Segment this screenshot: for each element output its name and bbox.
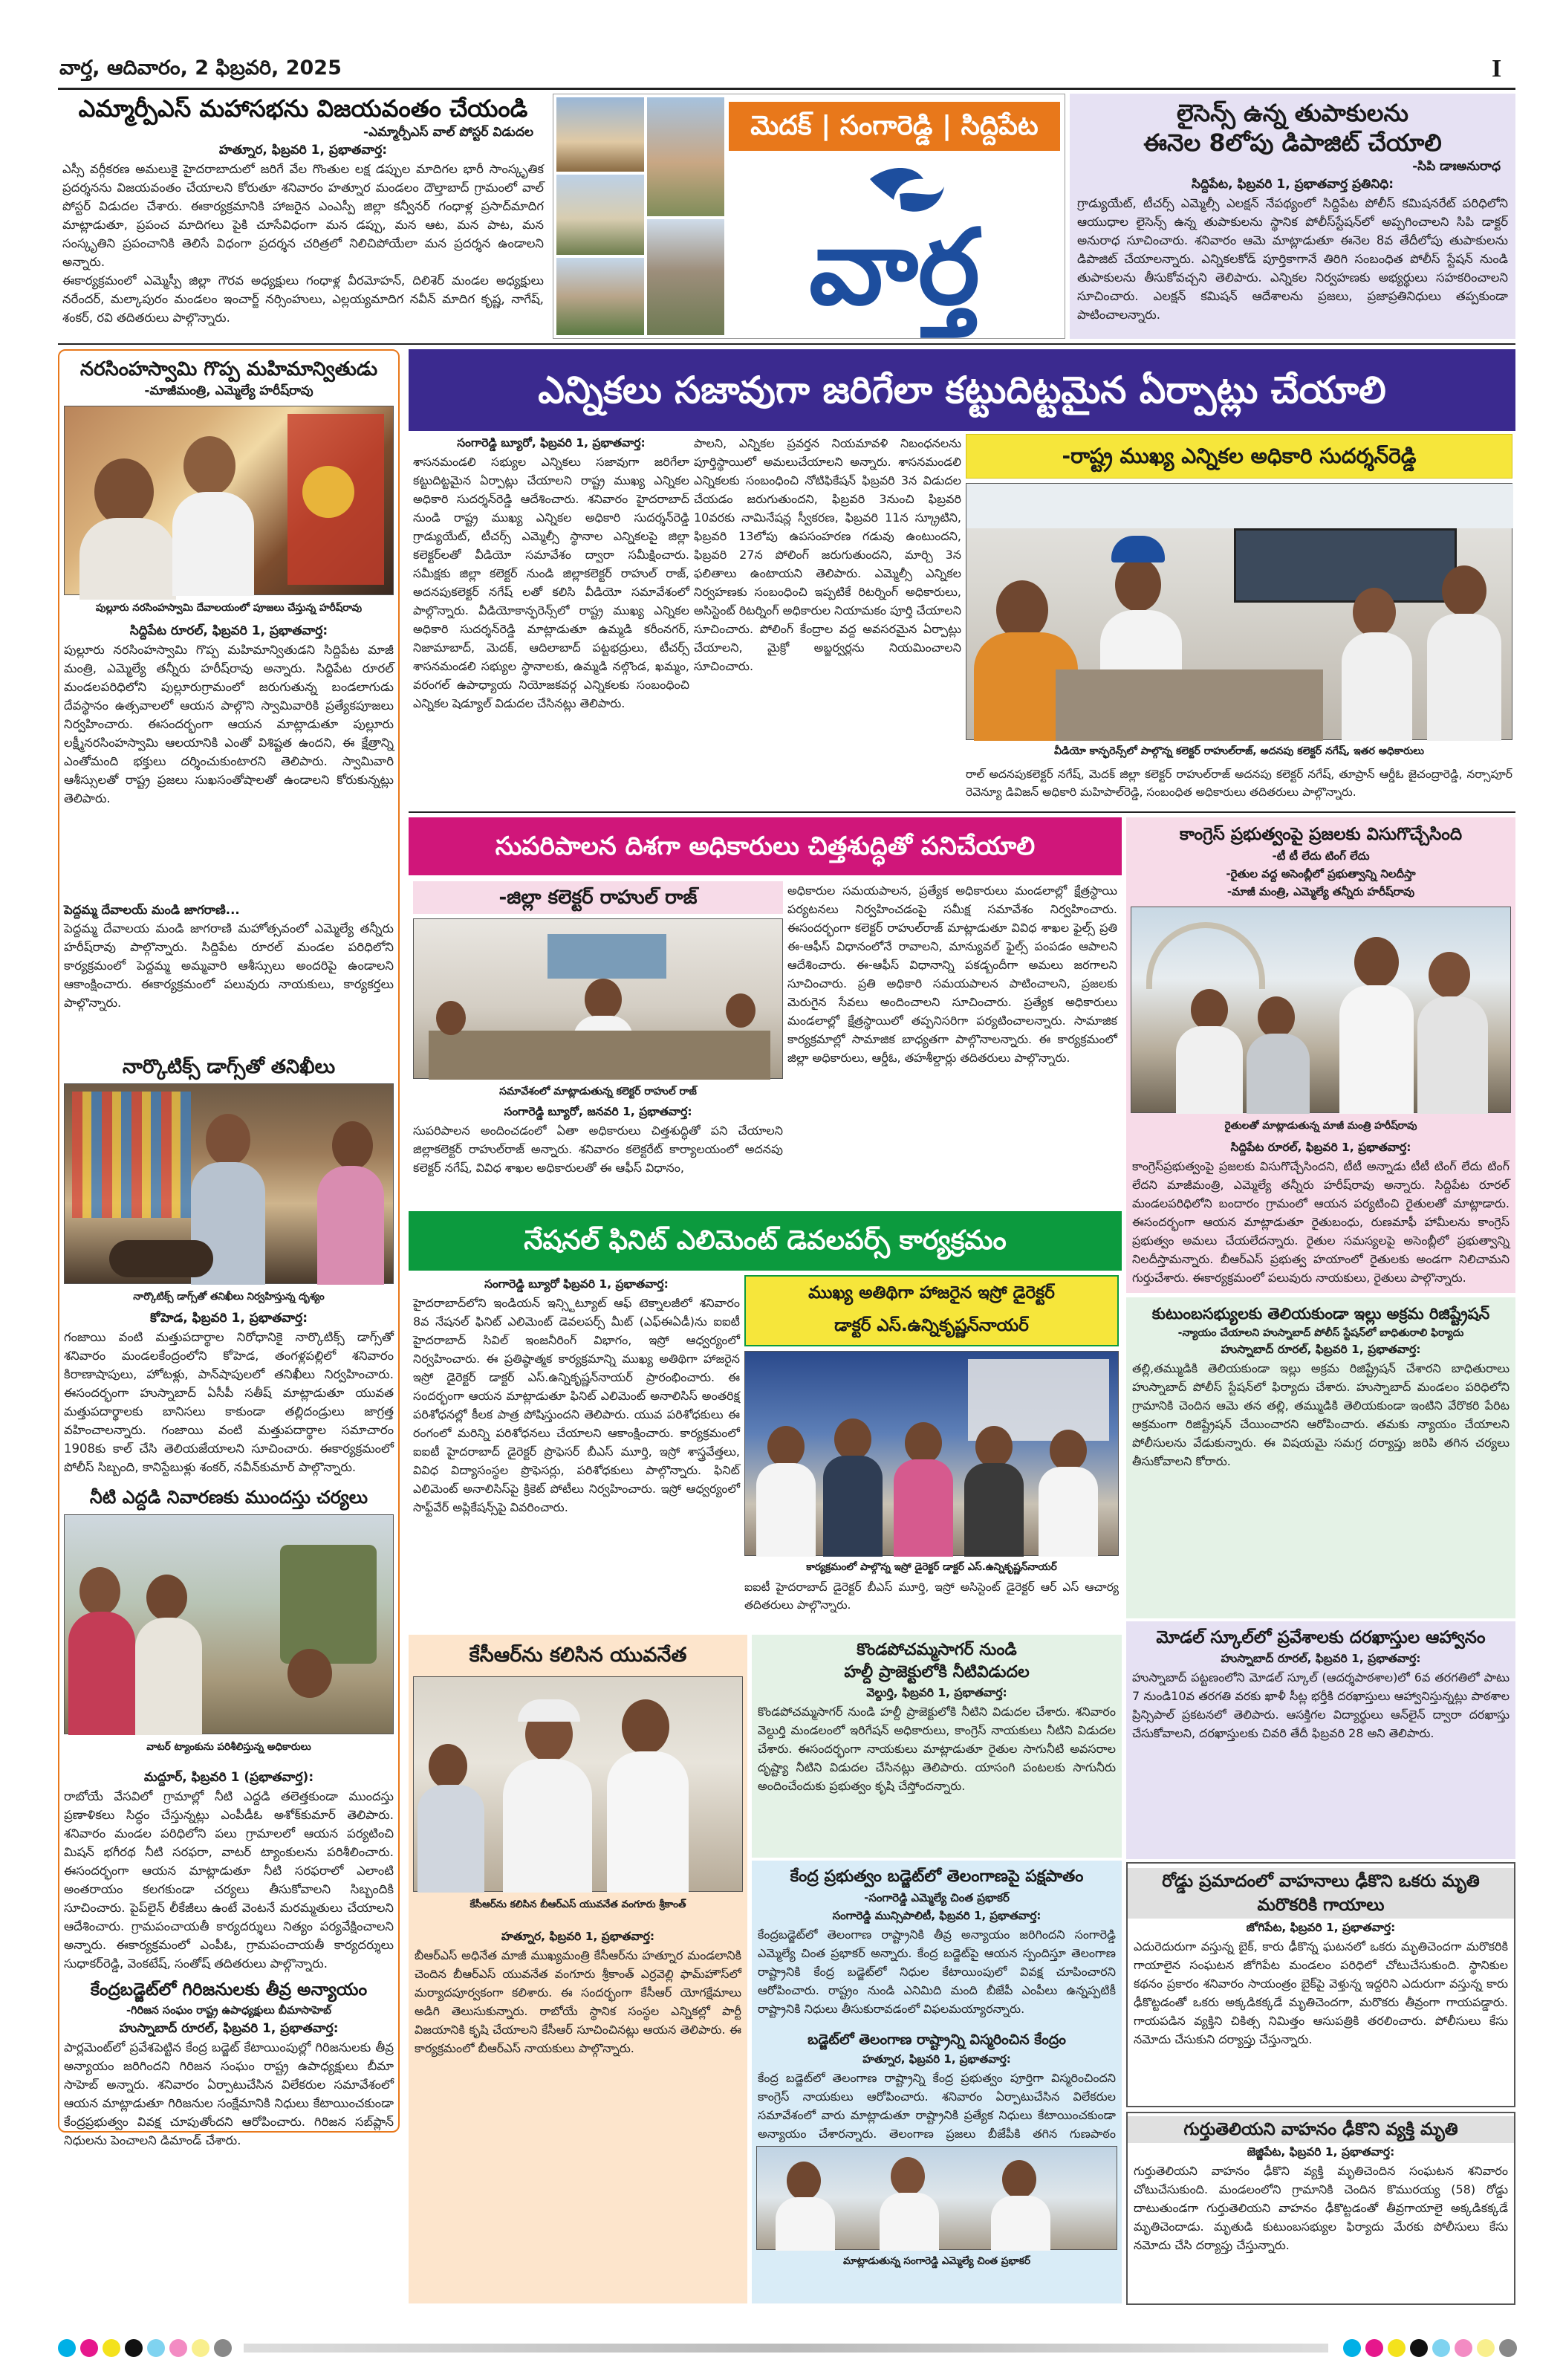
headline: గుర్తుతెలియని వాహనం ఢీకొని వ్యక్తి మృతి <box>1128 2116 1514 2143</box>
color-mark-black <box>125 2339 143 2357</box>
body: హుస్నాబాద్ పట్టణంలోని మోడల్ స్కూల్ (ఆదర్శపాఠశాల)లో 6వ తరగతిలో పాటు 7 నుండి10వ తరగతి వరకు ఖాళీ సీట్ల భర్తీకి దరఖాస్తులు ఆహ్వానిస్తున్నట్లు పాఠశాల ప్రిన్సిపాల్ ప్రకటనలో తెలిపారు. ఆసక్తిగల విద్యార్థులు ఆన్‌లైన్ ద్వారా దరఖాస్తు చేసుకోవాలని, దరఖాస్తులకు చివరి తేదీ ఫిబ్రవరి 28 అని తెలిపారు. <box>1132 1670 1510 1740</box>
budget2-dateline: హత్నూర, ఫిబ్రవరి 1, ప్రభాతవార్త: <box>862 2052 1011 2066</box>
masthead-rule <box>58 88 1515 90</box>
color-mark-yellow-2 <box>192 2339 209 2357</box>
body: పుల్లూరు నరసింహస్వామి గొప్ప మహిమాన్వితుడని సిద్దిపేట మాజీ మంత్రి, ఎమ్మెల్యే తన్నీరు హరీష్‌రావు అన్నారు. సిద్దిపేట రూరల్ మండలపరిధిలోని పుల్లూరుగ్రామంలో జరుగుతున్న బండలాగుడు దేవస్థానం ఉత్సవాలలో ఆయన పాల్గొని స్వామివారికి ప్రత్యేకపూజలు నిర్వహించారు. ఈసందర్భంగా ఆయన మాట్లాడుతూ పుల్లూరు లక్ష్మీనరసింహస్వామి ఆలయానికి ఎంతో విశిష్టత ఉందని, ఈ క్షేత్రాన్ని ఎంతోమంది భక్తులు దర్శించుకుంటారని తెలిపారు. స్వామివారి ఆశీస్సులతో రాష్ట్ర ప్రజలు సుఖసంతోషాలతో ఉండాలని కోరుకున్నట్లు తెలిపారు. <box>64 643 394 805</box>
dateline: సంగారెడ్డి మున్సిపాలిటీ, ఫిబ్రవరి 1, ప్రభాతవార్త: <box>832 1909 1042 1922</box>
temple-photo <box>64 406 394 595</box>
subhead-2: -రైతుల వద్ద అసెంబ్లీలో ప్రభుత్వాన్ని నిలదీస్తా <box>1226 867 1416 881</box>
subhead: -మాజీమంత్రి, ఎమ్మెల్యే హరీష్‌రావు <box>144 383 313 398</box>
caption: వాటర్ ట్యాంకును పరిశీలిస్తున్న అధికారులు <box>146 1741 311 1753</box>
lead-headline: ఎన్నికలు సజావుగా జరిగేలా కట్టుదిట్టమైన ఏర్పాట్లు చేయాలి <box>538 369 1386 412</box>
masthead-bottom-rule <box>58 343 1515 345</box>
caption: నార్కొటిక్స్ డాగ్స్‌తో తనిఖీలు నిర్వహిస్తున్న దృశ్యం <box>133 1291 325 1303</box>
color-mark-cyan-2 <box>147 2339 165 2357</box>
color-mark-magenta-4 <box>1455 2339 1472 2357</box>
subhead-2: పెద్దమ్మ దేవాలయ్ మండి జాగరాణి... <box>64 903 240 917</box>
sidebar-temple <box>64 354 394 1126</box>
caption: రైతులతో మాట్లాడుతున్న మాజీ మంత్రి హరీష్‌రావు <box>1224 1120 1417 1132</box>
brand-logo <box>729 157 1060 335</box>
body: రాబోయే వేసవిలో గ్రామాల్లో నీటి ఎద్దడి తలెత్తకుండా ముందస్తు ప్రణాళికలు సిద్ధం చేస్తున్నట్లు ఎంపీడీఓ అశోక్‌కుమార్ తెలిపారు. శనివారం మండల పరిధిలోని పలు గ్రామాలలో ఆయన పర్యటించి మిషన్ భగీరథ నీటి సరఫరా, వాటర్ ట్యాంకులను పరిశీలించారు. ఈసందర్భంగా ఆయన మాట్లాడుతూ నీటి సరఫరాలో ఎలాంటి అంతరాయం కలగకుండా చర్యలు తీసుకోవాలని సిబ్బందికి సూచించారు. పైప్‌లైన్ లీకేజీలు ఉంటే వెంటనే మరమ్మతులు చేయాలని ఆదేశించారు. గ్రామపంచాయతీ కార్యదర్శులు నిత్యం పర్యవేక్షించాలని అన్నారు. ఈకార్యక్రమంలో ఎంపీఓ, గ్రామపంచాయతీ కార్యదర్శులు సుధాకర్‌రెడ్డి, వెంకటేష్, సంతోష్ తదితరులు పాల్గొన్నారు. <box>64 1789 394 1971</box>
body: కొండపోచమ్మసాగర్ నుండి హల్దీ ప్రాజెక్టులోకి నీటిని విడుదల చేశారు. శనివారం వెల్దుర్తి మండలంలో ఇరిగేషన్ అధికారులు, కాంగ్రెస్ నాయకులు నీటిని విడుదల చేశారు. ఈసందర్భంగా నాయకులు మాట్లాడుతూ రైతుల సాగునీటి అవసరాల దృష్ట్యా నీటిని విడుదల చేసినట్లు తెలిపారు. యాసంగి పంటలకు సాగునీరు అందించేందుకు ప్రభుత్వం కృషి చేస్తోందన్నారు. <box>758 1705 1116 1793</box>
story-hit <box>1126 2112 1515 2305</box>
dateline: సిద్దిపేట, ఫిబ్రవరి 1, ప్రభాతవార్త ప్రతినిధి: <box>1191 177 1394 192</box>
color-mark-cyan-4 <box>1432 2339 1450 2357</box>
district-banner: మెదక్ | సంగారెడ్డి | సిద్దిపేట <box>729 102 1060 151</box>
body: కేంద్రబడ్జెట్‌లో తెలంగాణ రాష్ట్రానికి తీవ్ర అన్యాయం జరిగిందని సంగారెడ్డి ఎమ్మెల్యే చింత ప్రభాకర్ అన్నారు. కేంద్ర బడ్జెట్‌పై ఆయన స్పందిస్తూ తెలంగాణ రాష్ట్రానికి కేంద్ర బడ్జెట్‌లో నిధుల కేటాయింపులో వివక్ష చూపించారని ఆరోపించారు. రాష్ట్రం నుండి ఎనిమిది మంది బీజేపీ ఎంపీలు ఉన్నప్పటికీ రాష్ట్రానికి నిధులు తీసుకురావడంలో విఫలమయ్యారన్నారు. <box>758 1927 1116 2016</box>
collector-col-1 <box>413 1103 783 1207</box>
color-mark-yellow-4 <box>1477 2339 1495 2357</box>
sidebar-water <box>64 1485 394 1975</box>
footer-gray-bar <box>244 2344 1328 2353</box>
lead-subhead: -రాష్ట్ర ముఖ్య ఎన్నికల అధికారి సుదర్శన్‌రెడ్డి <box>1062 444 1417 468</box>
headline: కేసీఆర్‌ను కలిసిన యువనేత <box>469 1644 687 1667</box>
headline-2: ఈనెల 8లోపు డిపాజిట్ చేయాలి <box>1143 129 1442 157</box>
headline: కుటుంబసభ్యులకు తెలియకుండా ఇల్లు అక్రమ రిజిష్ట్రేషన్ <box>1151 1305 1490 1323</box>
color-mark-black-3 <box>1410 2339 1428 2357</box>
lead-bottom-rule <box>409 811 1515 813</box>
fem-headline: నేషనల్ ఫినిట్ ఎలిమెంట్ డెవలపర్స్ కార్యక్రమం <box>524 1225 1007 1256</box>
story-model <box>1126 1621 1515 1859</box>
story-kcr <box>409 1635 747 2303</box>
lead-col-1 <box>413 434 689 805</box>
budget2-body: కేంద్ర బడ్జెట్‌లో తెలంగాణ రాష్ట్రాన్ని కేంద్ర ప్రభుత్వం పూర్తిగా విస్మరించిందని కాంగ్రెస్ నాయకులు ఆరోపించారు. శనివారం ఏర్పాటుచేసిన విలేకరుల సమావేశంలో వారు మాట్లాడుతూ రాష్ట్రానికి ప్రత్యేక నిధులు కేటాయించకుండా అన్యాయం చేశారన్నారు. తెలంగాణ ప్రజలు బీజేపీకి తగిన గుణపాఠం <box>758 2071 1116 2141</box>
headline-1: లైసెన్స్ ఉన్న తుపాకులను <box>1176 99 1408 127</box>
story-budget <box>752 1861 1122 2303</box>
water-photo <box>64 1514 394 1734</box>
headline: కేంద్ర ప్రభుత్వం బడ్జెట్‌లో తెలంగాణపై పక్షపాతం <box>790 1867 1084 1886</box>
body: పార్లమెంట్‌లో ప్రవేశపెట్టిన కేంద్ర బడ్జెట్ కేటాయింపుల్లో గిరిజనులకు తీవ్ర అన్యాయం జరిగిందని గిరిజన సంఘం రాష్ట్ర ఉపాధ్యక్షులు బీమా సాహెబ్ అన్నారు. శనివారం ఏర్పాటుచేసిన విలేకరుల సమావేశంలో ఆయన మాట్లాడుతూ గిరిజనుల సంక్షేమానికి నిధులు కేటాయించకుండా కేంద్రప్రభుత్వం వివక్ష చూపుతోందని ఆరోపించారు. గిరిజన సబ్‌ప్లాన్ నిధులను పెంచాలని డిమాండ్ చేశారు. <box>64 2040 394 2147</box>
color-mark-magenta-2 <box>169 2339 187 2357</box>
kcr-photo <box>413 1676 743 1892</box>
color-mark-cyan <box>58 2339 76 2357</box>
body-2: పెద్దమ్మ దేవాలయ మండి జాగరాణి మహోత్సవంలో ఎమ్మెల్యే తన్నీరు హరీష్‌రావు పాల్గొన్నారు. సిద్దిపేట రూరల్ మండల పరిధిలోని కార్యక్రమంలో పెద్దమ్మ అమ్మవారి ఆశీస్సులు అందరిపై ఉండాలని ఆకాంక్షించారు. ఈకార్యక్రమంలో పలువురు నాయకులు, కార్యకర్తలు పాల్గొన్నారు. <box>64 921 394 1010</box>
color-mark-magenta <box>80 2339 98 2357</box>
lead-col-2 <box>694 434 961 805</box>
story-mrps <box>58 94 548 339</box>
story-licence <box>1070 94 1515 339</box>
date-line: వార్త, ఆదివారం, 2 ఫిబ్రవరి, 2025 <box>59 56 342 80</box>
dateline: వెల్దుర్తి, ఫిబ్రవరి 1, ప్రభాతవార్త: <box>866 1686 1007 1699</box>
headline: నార్కొటిక్స్ డాగ్స్‌తో తనిఖీలు <box>122 1056 336 1078</box>
color-mark-gray-4 <box>1499 2339 1517 2357</box>
collector-headline: సుపరిపాలన దిశగా అధికారులు చిత్తశుద్ధితో పనిచేయాలి <box>495 831 1036 861</box>
subhead: -ఎమ్మార్పీఎస్ వాల్ పోస్టర్ విడుదల <box>363 125 533 140</box>
story-accident <box>1126 1862 1515 2107</box>
subhead: -సిపి డాఃఅనురాధ <box>1412 159 1501 174</box>
sidebar-dogs <box>64 1054 394 1480</box>
body: గ్రాడ్యుయేట్, టీచర్స్ ఎమ్మెల్సీ ఎలక్షన్ నేపథ్యంలో సిద్దిపేట పోలీస్ కమిషనరేట్ పరిధిలోని ఆయుధాల లైసెన్స్ ఉన్న తుపాకులను స్థానిక పోలీస్‌స్టేషన్‌లో అప్పగించాలని సిపి డాక్టర్ అనురాధ సూచించారు. శనివారం ఆమె మాట్లాడుతూ ఈనెల 8వ తేదీలోపు తుపాకులను డిపాజిట్ చేయాలన్నారు. ఎన్నికలకోడ్ పూర్తికాగానే తిరిగి సంబంధిత పోలీస్ స్టేషన్ నుండి తుపాకులను తీసుకోవచ్చని తెలిపారు. ఎన్నికల నిర్వహణకు అభ్యర్థులు సహకరించాలని సూచించారు. ఎలక్షన్ కమిషన్ ఆదేశాలను ప్రజలు, ప్రజాప్రతినిధులు తప్పకుండా పాటించాలన్నారు. <box>1077 196 1508 322</box>
story-register <box>1126 1297 1515 1618</box>
caption: మాట్లాడుతున్న సంగారెడ్డి ఎమ్మెల్యే చింత ప్రభాకర్ <box>843 2255 1030 2267</box>
dateline: సంగారెడ్డి బ్యూరో, జనవరి 1, ప్రభాతవార్త: <box>504 1105 692 1118</box>
dateline: హుస్నాబాద్ రూరల్, ఫిబ్రవరి 1, ప్రభాతవార్త: <box>1221 1343 1421 1356</box>
dateline: మద్దూర్, ఫిబ్రవరి 1 (ప్రభాతవార్త): <box>143 1770 314 1785</box>
color-mark-yellow <box>103 2339 120 2357</box>
district-photo-monument <box>556 258 644 335</box>
fem-after: ఐఐటీ హైదరాబాద్ డైరెక్టర్ బీఎస్ మూర్తి, ఇస్రో అసిస్టెంట్ డైరెక్టర్ ఆర్ ఎస్ ఆచార్య తదితరులు పాల్గొన్నారు. <box>744 1580 1119 1612</box>
page-number: I <box>1492 55 1502 82</box>
brand-wordmark: వార్త <box>809 207 980 328</box>
body: ఎదురెదురుగా వస్తున్న బైక్, కారు ఢీకొన్న ఘటనలో ఒకరు మృతిచెందగా మరొకరికి గాయాలైన సంఘటన జోగిపేట మండలం పరిధిలో చోటుచేసుకుంది. స్థానికుల కథనం ప్రకారం శనివారం సాయంత్రం బైక్‌పై వెళ్తున్న ఇద్దరిని ఎదురుగా వస్తున్న కారు ఢీకొట్టడంతో ఒకరు అక్కడికక్కడే మృతిచెందగా, మరొకరు తీవ్రంగా గాయపడ్డారు. గాయపడిన వ్యక్తిని చికిత్స నిమిత్తం ఆసుపత్రికి తరలించారు. పోలీసులు కేసు నమోదు చేసుకుని దర్యాప్తు చేస్తున్నారు. <box>1134 1939 1508 2046</box>
subhead: -న్యాయం చేయాలని హుస్నాబాద్ పోలీస్ స్టేషన్‌లో బాధితురాలి ఫిర్యాదు <box>1177 1327 1464 1339</box>
body: గుర్తుతెలియని వాహనం ఢీకొని వ్యక్తి మృతిచెందిన సంఘటన శనివారం చోటుచేసుకుంది. మండలంలోని గ్రామానికి చెందిన కొమురయ్య (58) రోడ్డు దాటుతుండగా గుర్తుతెలియని వాహనం ఢీకొట్టడంతో తీవ్రగాయాలై అక్కడికక్కడే మృతిచెందాడు. మృతుడి కుటుంబసభ్యుల ఫిర్యాదు మేరకు పోలీసులు కేసు నమోదు చేసి దర్యాప్తు చేస్తున్నారు. <box>1134 2164 1508 2252</box>
district-photo-temple <box>556 97 644 172</box>
lead-caption: వీడియో కాన్ఫరెన్స్‌లో పాల్గొన్న కలెక్టర్ రాహుల్‌రాజ్, అదనపు కలెక్టర్ నగేష్, ఇతర అధికారులు <box>1054 745 1424 757</box>
body: గంజాయి వంటి మత్తుపదార్థాల నిరోధానికై నార్కొటిక్స్ డాగ్స్‌తో శనివారం మండలకేంద్రంలోని కోహెడ, తంగళ్లపల్లిలో శనివారం కిరాణాషాపులు, హోటళ్లు, పాన్‌షాపులలో తనిఖీలు నిర్వహించారు. ఈసందర్భంగా హుస్నాబాద్ ఏసీపీ సతీష్ మాట్లాడుతూ యువత మత్తుపదార్థాలకు బానిసలు కాకుండా తల్లిదండ్రులు జాగ్రత్త వహించాలన్నారు. గంజాయి వంటి మత్తుపదార్థాల సమాచారం 1908కు కాల్ చేసి తెలియజేయాలని సూచించారు. ఈకార్యక్రమంలో పోలీస్ సిబ్బంది, కానిస్టేబుళ్లు శంకర్, నవీన్‌కుమార్ పాల్గొన్నారు. <box>64 1330 394 1474</box>
collector-col-2: అధికారుల సమయపాలన, ప్రత్యేక అధికారులు మండలాల్లో క్షేత్రస్థాయి పర్యటనలు నిర్వహించడంపై సమీక్ష సమావేశం నిర్వహించారు. ఈసందర్భంగా కలెక్టర్ రాహుల్‌రాజ్ మాట్లాడుతూ వివిధ శాఖల ఫైల్స్ ప్రతి ఈ-ఆఫీస్ విధానంలోనే రావాలని, మాన్యువల్ ఫైల్స్ పంపడం ఆపాలని ఆదేశించారు. ఈ-ఆఫీస్ విధానాన్ని పకడ్బందీగా అమలు జరగాలని సూచించారు. ప్రతి అధికారి సమయపాలన పాటించాలని, ప్రజలకు మెరుగైన సేవలు అందించాలని సూచించారు. ప్రత్యేక అధికారులు మండలాల్లో క్షేత్రస్థాయిలో తప్పనిసరిగా పర్యటించాలన్నారు. సామాజిక కార్యక్రమాల్లో సామాజిక బాధ్యతగా పాల్గొనాలన్నారు. ఈ కార్యక్రమంలో జిల్లా అధికారులు, ఆర్డీఓ, తహశీల్దార్లు తదితరులు పాల్గొన్నారు. <box>787 883 1117 1065</box>
footer-strip <box>58 2333 1515 2363</box>
subhead: -గిరిజన సంఘం రాష్ట్ర ఉపాధ్యక్షులు బీమాసాహెబ్ <box>126 2005 331 2017</box>
subhead: -సంగారెడ్డి ఎమ్మెల్యే చింత ప్రభాకర్ <box>864 1891 1010 1904</box>
body: సుపరిపాలన అందించడంలో ఏతా అధికారులు చిత్తశుద్ధితో పని చేయాలని జిల్లాకలెక్టర్ రాహుల్‌రాజ్ అన్నారు. శనివారం కలెక్టరేట్ కార్యాలయంలో అదనపు కలెక్టర్ నగేష్, వివిధ శాఖల అధికారులతో ఈ ఆఫీస్ విధానం, <box>413 1123 783 1175</box>
lead-below-photo: రాల్ అదనపుకలెక్టర్ నగేష్, మెదక్ జిల్లా కలెక్టర్ రాహుల్‌రాజ్ అదనపు కలెక్టర్ నగేష్, తూప్రాన్ ఆర్డీఓ జైచంద్రారెడ్డి, నర్సాపూర్ రెవెన్యూ డివిజన్ అధికారి మహిపాల్‌రెడ్డి, సంబంధిత అధికారులు తదితరులు పాల్గొన్నారు. <box>966 768 1512 799</box>
dateline: జెజ్జిపేట, ఫిబ్రవరి 1, ప్రభాతవార్త: <box>1247 2145 1395 2159</box>
caption: కేసీఆర్‌ను కలిసిన బీఆర్ఎస్ యువనేత వంగూరు శ్రీకాంత్ <box>469 1899 686 1910</box>
dateline: సిద్దిపేట రూరల్, ఫిబ్రవరి 1, ప్రభాతవార్త: <box>1230 1141 1411 1154</box>
district-photo-clock <box>647 219 724 335</box>
fem-col-1 <box>413 1275 740 1624</box>
lead-headline-band <box>409 349 1515 431</box>
fem-photo <box>744 1351 1119 1556</box>
story-haldi <box>752 1635 1122 1858</box>
headline-1: కొండపోచమ్మసాగర్ నుండి <box>857 1641 1017 1659</box>
body: తల్లి,తమ్ముడికి తెలియకుండా ఇల్లు అక్రమ రిజిష్ట్రేషన్ చేశారని బాధితురాలు హుస్నాబాద్ పోలీస్ స్టేషన్‌లో ఫిర్యాదు చేశారు. హుస్నాబాద్ మండలం పరిధిలోని గ్రామానికి చెందిన ఆమె తన తల్లి, తమ్ముడికి తెలియకుండా ఇంటిని వేరొకరి పేరిట అక్రమంగా రిజిష్ట్రేషన్ చేయించారని ఆరోపించారు. తమకు న్యాయం చేయాలని పోలీసులను వేడుకున్నారు. ఈ విషయమై సమగ్ర దర్యాప్తు జరిపి తగిన చర్యలు తీసుకోవాలని కోరారు. <box>1132 1361 1510 1468</box>
district-photo-tower <box>556 175 644 255</box>
fem-caption: కార్యక్రమంలో పాల్గొన్న ఇస్రో డైరెక్టర్ డాక్టర్ ఎస్.ఉన్నికృష్ణన్‌నాయర్ <box>806 1561 1057 1573</box>
budget2-headline: బడ్జెట్‌లో తెలంగాణ రాష్ట్రాన్ని విస్మరించిన కేంద్రం <box>808 2032 1066 2048</box>
headline: మోడల్ స్కూల్‌లో ప్రవేశాలకు దరఖాస్తుల ఆహ్వానం <box>1156 1628 1486 1647</box>
body: కాంగ్రెస్‌ప్రభుత్వంపై ప్రజలకు విసుగొచ్చేసిందని, టీటీ అన్నాడు టీటీ టింగ్ లేదు టింగ్ లేదని మాజీమంత్రి, ఎమ్మెల్యే తన్నీరు హరీష్‌రావు అన్నారు. సిద్దిపేట రూరల్ మండలపరిధిలోని బందారం గ్రామంలో ఆయన పర్యటించి రైతులతో మాట్లాడారు. ఈసందర్భంగా ఆయన మాట్లాడుతూ రైతుబంధు, రుణమాఫీ హామీలను కాంగ్రెస్ ప్రభుత్వం అమలు చేయలేదన్నారు. రైతుల సమస్యలపై అసెంబ్లీలో ప్రభుత్వాన్ని నిలదీస్తామన్నారు. బీఆర్ఎస్ ప్రభుత్వ హయాంలో రైతులకు అండగా నిలిచామని గుర్తుచేశారు. ఈకార్యక్రమంలో పలువురు నాయకులు, రైతులు పాల్గొన్నారు. <box>1132 1159 1510 1285</box>
fem-headline-band <box>409 1211 1122 1271</box>
sidebar-gibjana <box>64 1978 394 2147</box>
caption: పుల్లూరు నరసింహస్వామి దేవాలయంలో పూజలు చేస్తున్న హరీష్‌రావు <box>95 602 363 614</box>
headline: కాంగ్రెస్ ప్రభుత్వంపై ప్రజలకు విసుగొచ్చేసింది <box>1179 825 1463 844</box>
headline: నరసింహస్వామి గొప్ప మహిమాన్వితుడు <box>79 358 378 380</box>
dateline: సిద్దిపేట రూరల్, ఫిబ్రవరి 1, ప్రభాతవార్త: <box>129 623 328 638</box>
headline: కేంద్రబడ్జెట్‌లో గిరిజనులకు తీవ్ర అన్యాయం <box>90 1980 368 2000</box>
harish-photo <box>1131 907 1511 1113</box>
dateline: కోహెడ, ఫిబ్రవరి 1, ప్రభాతవార్త: <box>149 1311 308 1326</box>
lead-subhead-band <box>966 434 1512 479</box>
box-title-2: డాక్టర్ ఎస్.ఉన్నికృష్ణన్‌నాయర్ <box>834 1316 1029 1335</box>
dateline: హుస్నాబాద్ రూరల్, ఫిబ్రవరి 1, ప్రభాతవార్త: <box>1221 1652 1421 1665</box>
dateline: సంగారెడ్డి బ్యూరో, ఫిబ్రవరి 1, ప్రభాతవార్త: <box>457 436 646 450</box>
body: బీఆర్ఎస్ అధినేత మాజీ ముఖ్యమంత్రి కేసీఆర్‌ను హత్నూర మండలానికి చెందిన బీఆర్ఎస్ యువనేత వంగూరు శ్రీకాంత్ ఎర్రవెల్లి ఫామ్‌హౌస్‌లో మర్యాదపూర్వకంగా కలిశారు. ఈ సందర్భంగా కేసీఆర్ యోగక్షేమాలు అడిగి తెలుసుకున్నారు. రాబోయే స్థానిక సంస్థల ఎన్నికల్లో పార్టీ విజయానికి కృషి చేయాలని కేసీఆర్ సూచించినట్లు ఆయన తెలిపారు. ఈ కార్యక్రమంలో బీఆర్ఎస్ నాయకులు పాల్గొన్నారు. <box>415 1948 741 2055</box>
dateline: హుస్నాబాద్ రూరల్, ఫిబ్రవరి 1, ప్రభాతవార్త: <box>119 2021 339 2036</box>
body: పాలని, ఎన్నికల ప్రవర్తన నియమావళి నిబంధనలను పూర్తిస్థాయిలో అమలుచేయాలని అన్నారు. శాసనమండలి ఎన్నికలకు సంబంధించి నోటిఫికేషన్ ఫిబ్రవరి 3న విడుదల చేయడం జరుగుతుందని, ఫిబ్రవరి 3నుంచి ఫిబ్రవరి 10వరకు నామినేషన్ల స్వీకరణ, ఫిబ్రవరి 11న స్క్రూటిని, ఫిబ్రవరి 13లోపు ఉపసంహరణ గడువు ఉంటుందని, ఫిబ్రవరి 27న పోలింగ్ జరుగుతుందని, మార్చి 3న ఫలితాలు ఉంటాయని తెలిపారు. ఎమ్మెల్సీ ఎన్నికల నిర్వహణకు సంబంధించి ఇప్పటికే రిటర్నింగ్ అధికారులు, అసిస్టెంట్ రిటర్నింగ్ అధికారుల నియామకం పూర్తి చేయాలని సూచించారు. పోలింగ్ కేంద్రాల వద్ద అవసరమైన ఏర్పాట్లు చేయాలని, మైక్రో అబ్జర్వర్లను నియమించాలని సూచించారు. <box>694 436 961 673</box>
body: శాసనమండలి సభ్యుల ఎన్నికలు సజావుగా జరిగేలా కట్టుదిట్టమైన ఏర్పాట్లు చేయాలని రాష్ట్ర ముఖ్య ఎన్నికల అధికారి సుదర్శన్‌రెడ్డి ఆదేశించారు. శనివారం హైదరాబాద్ నుండి రాష్ట్ర ముఖ్య ఎన్నికల అధికారి సుదర్శన్‌రెడ్డి గ్రాడ్యుయేట్, టీచర్స్ ఎమ్మెల్సీ స్థానాల ఎన్నికలపై జిల్లా కలెక్టర్‌లతో వీడియో సమావేశం ద్వారా సమీక్షించారు. సమీక్షకు జిల్లా కలెక్టర్ నుండి జిల్లాకలెక్టర్ రాహుల్ రాజ్, అదనపుకలెక్టర్ నగేష్‌ లతో కలిసి వీడియో సమావేశంలో పాల్గొన్నారు. వీడియోకాన్ఫరెన్స్‌లో రాష్ట్ర ముఖ్య ఎన్నికల అధికారి సుదర్శన్‌రెడ్డి మాట్లాడుతూ ఉమ్మడి కరీంనగర్, నిజామాబాద్, మెదక్, ఆదిలాబాద్ పట్టభద్రులు, టీచర్స్ శాసనమండలి సభ్యుల స్థానాలకు, ఉమ్మడి నల్గొండ, ఖమ్మం, వరంగల్ ఉపాధ్యాయ నియోజకవర్గ ఎన్నికలకు సంబంధించి ఎన్నికల షెడ్యూల్ విడుదల చేసినట్లు తెలిపారు. <box>413 455 689 710</box>
color-mark-cyan-3 <box>1343 2339 1361 2357</box>
collector-caption: సమావేశంలో మాట్లాడుతున్న కలెక్టర్ రాహుల్ రాజ్ <box>499 1086 697 1097</box>
color-mark-gray <box>214 2339 232 2357</box>
headline: రోడ్డు ప్రమాదంలో వాహనాలు ఢీకొని ఒకరు మృతి మరొకరికి గాయాలు <box>1128 1868 1514 1919</box>
lead-photo <box>966 483 1512 740</box>
budget-photo <box>756 2146 1117 2250</box>
subhead-1: -టీ టీ లేదు టింగ్ లేదు <box>1272 849 1370 863</box>
headline: నీటి ఎద్దడి నివారణకు ముందస్తు చర్యలు <box>89 1487 368 1508</box>
masthead-logo-block <box>553 94 1065 339</box>
dateline: హత్నూర, ఫిబ్రవరి 1, ప్రభాతవార్త: <box>501 1930 655 1943</box>
collector-photo <box>413 918 783 1079</box>
headline: ఎమ్మార్పీఎస్ మహాసభను విజయవంతం చేయండి <box>78 94 528 123</box>
dateline: సంగారెడ్డి బ్యూరో ఫిబ్రవరి 1, ప్రభాతవార్త: <box>484 1277 669 1291</box>
dogs-photo <box>64 1083 394 1284</box>
subhead-3: -మాజీ మంత్రి, ఎమ్మెల్యే తన్నీరు హరీష్‌రావు <box>1226 885 1415 898</box>
color-mark-magenta-3 <box>1365 2339 1383 2357</box>
body: హైదరాబాద్‌లోని ఇండియన్ ఇన్స్టిట్యూట్ ఆఫ్ టెక్నాలజీ‌లో శనివారం 8వ నేషనల్ ఫినిట్ ఎలిమెంట్ డెవలపర్స్ మీట్ (ఎఫ్ఈఏడీ)ను ఐఐటీ హైదరాబాద్ సివిల్ ఇంజనీరింగ్ విభాగం, ఇస్రో ఆధ్వర్యంలో నిర్వహించారు. ఈ ప్రతిష్ఠాత్మక కార్యక్రమాన్ని ముఖ్య అతిథిగా హాజరైన ఇస్రో డైరెక్టర్ డాక్టర్ ఎస్.ఉన్నికృష్ణన్‌నాయర్ ప్రారంభించారు. ఈ సందర్భంగా ఆయన మాట్లాడుతూ ఫినిట్ ఎలిమెంట్ అనాలిసిస్ అంతరిక్ష పరిశోధనల్లో కీలక పాత్ర పోషిస్తుందని తెలిపారు. యువ పరిశోధకులు ఈ రంగంలో మరిన్ని పరిశోధనలు చేయాలని ఆకాంక్షించారు. కార్యక్రమంలో ఐఐటీ హైదరాబాద్ డైరెక్టర్ ప్రొఫెసర్ బీఎస్ మూర్తి, ఇస్రో శాస్త్రవేత్తలు, వివిధ విద్యాసంస్థల ప్రొఫెసర్లు, పరిశోధకులు పాల్గొన్నారు. ఫినిట్ ఎలిమెంట్ అనాలిసిస్‌పై క్రికెట్ పోటీలు నిర్వహించారు. ఇస్రో ఆధ్వర్యంలో సాఫ్ట్‌వేర్ అప్లికేషన్స్‌పై వివరించారు. <box>413 1296 740 1514</box>
headline-2: హల్దీ ప్రాజెక్టులోకి నీటివిడుదల <box>844 1663 1030 1682</box>
dateline: జోగిపేట, ఫిబ్రవరి 1, ప్రభాతవార్త: <box>1246 1921 1396 1934</box>
box-title-1: ముఖ్య అతిథిగా హాజరైన ఇస్రో డైరెక్టర్ <box>808 1283 1055 1303</box>
district-photo-gate <box>647 97 724 216</box>
body: ఎస్సీ వర్గీకరణ అమలుకై హైదరాబాదులో జరిగే వేల గొంతుల లక్ష డప్పుల మాదిగల భారీ సాంస్కృతిక ప్రదర్శనను విజయవంతం చేయాలని కోరుతూ శనివారం హత్నూర మండలం దౌల్తాబాద్ గ్రామంలో వాల్ పోస్టర్ విడుదల చేశారు. ఈకార్యక్రమానికి హాజరైన ఎంఎస్పీ జిల్లా కన్వీనర్ గంధాళ్ల ప్రసాద్‌మాదిగ మాట్లాడుతూ, ప్రపంచ మాదిగలు పైకి చూసేవిధంగా మన డప్పు, మన ఆట, మన పాట, మన సంస్కృతిని ప్రపంచానికి తెలిసే విధంగా ప్రదర్శన చరిత్రలో నిలిచిపోయేలా మన ప్రదర్శన ఉండాలని అన్నారు. ఈకార్యక్రమంలో ఎమ్మెస్పీ జిల్లా గౌరవ అధ్యక్షులు గంధాళ్ల వీరమోహన్, దిలిశెర్ మండల అధ్యక్షులు నరేందర్, మల్కాపురం మండలం ఇంచార్జ్ నర్సింహులు, ఎల్లయ్యమాదిగ నవీన్ మాదిగ కృష్ణ, నాగేష్, శంకర్, రవి తదితరులు పాల్గొన్నారు. <box>62 162 544 325</box>
collector-subhead: -జిల్లా కలెక్టర్ రాహుల్ రాజ్ <box>413 881 783 914</box>
color-mark-yellow-3 <box>1388 2339 1406 2357</box>
story-harish <box>1126 817 1515 1293</box>
fem-title-box <box>744 1275 1119 1346</box>
collector-headline-band <box>409 817 1122 875</box>
dateline: హత్నూర, ఫిబ్రవరి 1, ప్రభాతవార్త: <box>218 143 388 158</box>
